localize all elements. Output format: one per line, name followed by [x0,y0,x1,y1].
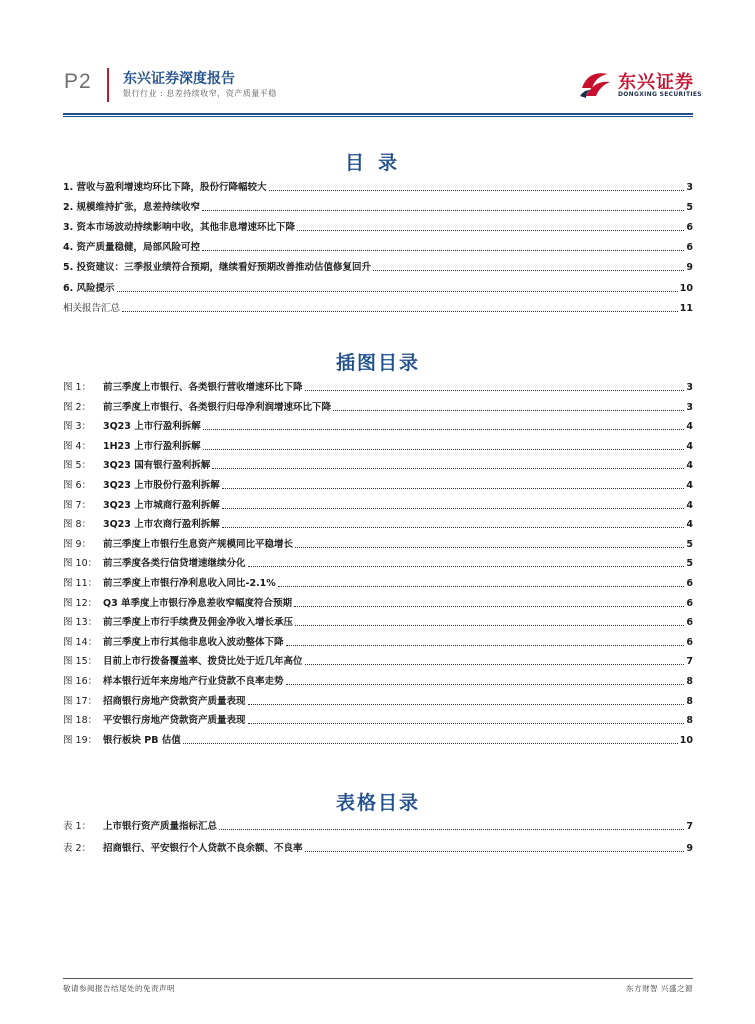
toc-entry[interactable] [63,200,693,214]
report-subtitle-line: 银行行业 : 息差持续收窄，资产质量平稳 [123,89,277,98]
leader-dots [269,189,685,191]
page-ref: 6 [686,222,693,233]
figure-number: 图 2： [63,401,92,413]
figure-entry[interactable] [63,478,693,492]
figure-title: 3Q23 上市农商行盈利拆解 [103,519,220,531]
figure-title: 3Q23 上市行盈利拆解 [103,421,201,433]
figure-title: 前三季度上市银行、各类银行归母净利润增速环比下降 [103,401,332,413]
table-entry[interactable] [63,819,693,833]
leader-dots [248,703,685,705]
figure-title: 样本银行近年来房地产行业贷款不良率走势 [103,676,284,687]
page-ref: 3 [686,382,693,393]
logo-cn-text: 东兴证券 [618,72,694,93]
leader-dots [222,507,685,509]
figure-number: 图 14： [63,636,98,648]
toc-label: 相关报告汇总 [63,303,121,314]
company-logo [578,64,702,104]
report-subtitle: 息差持续收窄，资产质量平稳 [166,89,277,98]
page-ref: 4 [686,480,693,491]
header-divider [107,68,109,102]
table-title: 招商银行、平安银行个人贷款不良余额、不良率 [103,843,303,854]
figure-number: 图 12： [63,597,98,609]
leader-dots [333,409,684,411]
page-ref: 4 [686,499,693,511]
page-ref: 4 [686,421,693,433]
figure-title: 前三季度上市银行、各类银行营收增速环比下降 [103,382,303,393]
page-ref: 6 [686,597,693,609]
toc-title: 目录 [344,152,411,174]
page-ref: 5 [686,202,693,213]
figure-number: 图 9： [63,538,92,550]
page-ref: 5 [686,538,693,550]
page-ref: 4 [686,519,693,531]
logo-emblem-icon [578,66,614,102]
leader-dots [248,565,685,567]
figure-number: 图 4： [63,440,92,452]
toc-entry[interactable] [63,220,693,234]
figure-number: 图 11： [63,578,98,589]
page-ref: 4 [686,440,693,452]
figure-entry[interactable] [63,537,693,551]
figure-title: 前三季度上市银行生息资产规模同比平稳增长 [103,538,294,550]
figure-number: 图 1： [63,382,92,393]
page-ref: 9 [686,843,693,854]
table-entry[interactable] [63,841,693,855]
tables-title: 表格目录 [335,792,420,814]
toc-entry[interactable] [63,281,693,295]
page-number: P2 [64,70,92,93]
footer-slogan: 东方财智 兴盛之源 [626,984,693,993]
leader-dots [202,249,684,251]
figure-number: 图 16： [63,676,98,687]
leader-dots [286,683,685,685]
toc-label: 4. 资产质量稳健，局部风险可控 [63,242,201,253]
page-ref: 6 [686,578,693,589]
figure-number: 图 18： [63,715,98,727]
figure-title: 平安银行房地产贷款资产质量表现 [103,715,246,727]
figure-number: 图 6： [63,480,92,491]
page-ref: 6 [686,617,693,629]
figure-entry[interactable] [63,556,693,570]
page-ref: 6 [686,242,693,253]
page-header [0,0,755,118]
leader-dots [203,428,685,430]
figure-number: 图 7： [63,499,92,511]
toc-entry[interactable] [63,180,693,194]
page-ref: 8 [686,695,693,707]
table-number: 表 1： [63,821,92,832]
leader-dots [122,310,678,312]
figure-entry[interactable] [63,400,693,414]
leader-dots [286,644,685,646]
figure-title: 前三季度各类行信贷增速继续分化 [103,558,246,570]
toc-label: 1. 营收与盈利增速均环比下降，股份行降幅较大 [63,182,267,193]
leader-dots [278,585,685,587]
figure-title: 目前上市行拨备覆盖率、拨贷比处于近几年高位 [103,656,303,668]
leader-dots [219,828,684,830]
leader-dots [305,389,685,391]
figure-entry[interactable] [63,733,693,747]
leader-dots [295,624,684,626]
page-ref: 7 [686,821,693,832]
header-rule-thick [63,113,693,115]
figure-entry[interactable] [63,654,693,668]
page-ref: 5 [686,558,693,570]
report-title: 东兴证券深度报告 [123,71,235,87]
leader-dots [248,722,685,724]
toc-label: 5. 投资建议：三季报业绩符合预期，继续看好预期改善推动估值修复回升 [63,262,372,273]
leader-dots [294,605,684,607]
figure-title: 招商银行房地产贷款资产质量表现 [103,695,246,707]
page-ref: 4 [686,460,693,472]
figure-entry[interactable] [63,498,693,512]
figure-title: Q3 单季度上市银行净息差收窄幅度符合预期 [103,597,292,609]
figure-title: 前三季度上市银行净利息收入同比-2.1% [103,578,276,589]
table-title: 上市银行资产质量指标汇总 [103,821,218,832]
figure-entry[interactable] [63,517,693,531]
figure-number: 图 3： [63,421,92,433]
figure-number: 图 5： [63,460,92,472]
leader-dots [212,467,684,469]
figure-entry[interactable] [63,596,693,610]
toc-entry[interactable] [63,301,693,315]
page-ref: 10 [679,734,693,746]
industry-label: 银行行业 [123,89,157,98]
figure-entry[interactable] [63,694,693,708]
figure-number: 图 8： [63,519,92,531]
figure-title: 前三季度上市行其他非息收入波动整体下降 [103,636,284,648]
figure-entry[interactable] [63,458,693,472]
figure-number: 图 17： [63,695,98,707]
figure-number: 图 19： [63,734,98,746]
figure-title: 银行板块 PB 估值 [103,734,181,746]
leader-dots [295,546,684,548]
figure-entry[interactable] [63,419,693,433]
figure-entry[interactable] [63,635,693,649]
figure-number: 图 10： [63,558,98,570]
figure-entry[interactable] [63,615,693,629]
table-number: 表 2： [63,843,92,854]
leader-dots [183,742,678,744]
leader-dots [222,487,685,489]
figure-title: 3Q23 上市股份行盈利拆解 [103,480,220,491]
page-ref: 9 [686,262,693,273]
leader-dots [202,209,684,211]
leader-dots [373,269,684,271]
footer-rule [63,978,693,979]
figures-title: 插图目录 [335,352,420,374]
figure-entry[interactable] [63,380,693,394]
page-ref: 10 [679,283,693,294]
toc-entry[interactable] [63,260,693,274]
leader-dots [305,850,685,852]
figure-entry[interactable] [63,439,693,453]
page-ref: 8 [686,715,693,727]
figure-title: 前三季度上市行手续费及佣金净收入增长承压 [103,617,294,629]
figure-number: 图 15： [63,656,98,668]
leader-dots [203,448,685,450]
page-ref: 7 [686,656,693,668]
figure-title: 1H23 上市行盈利拆解 [103,440,201,452]
page-ref: 3 [686,182,693,193]
toc-entry[interactable] [63,240,693,254]
figure-entry[interactable] [63,576,693,590]
page-ref: 6 [686,636,693,648]
footer-disclaimer: 敬请参阅报告结尾处的免责声明 [63,984,175,993]
toc-label: 2. 规模维持扩张，息差持续收窄 [63,202,201,213]
page-ref: 3 [686,401,693,413]
figure-entry[interactable] [63,713,693,727]
leader-dots [222,526,685,528]
leader-dots [297,229,684,231]
toc-label: 3. 资本市场波动持续影响中收，其他非息增速环比下降 [63,222,296,233]
figure-entry[interactable] [63,674,693,688]
figure-title: 3Q23 国有银行盈利拆解 [103,460,211,472]
leader-dots [117,290,678,292]
figure-title: 3Q23 上市城商行盈利拆解 [103,499,220,511]
leader-dots [305,663,685,665]
page-ref: 11 [679,303,693,314]
header-rule-thin [63,116,693,117]
page-ref: 8 [686,676,693,687]
logo-en-text: DONGXING SECURITIES [618,91,702,98]
figure-number: 图 13： [63,617,98,629]
toc-label: 6. 风险提示 [63,283,115,294]
